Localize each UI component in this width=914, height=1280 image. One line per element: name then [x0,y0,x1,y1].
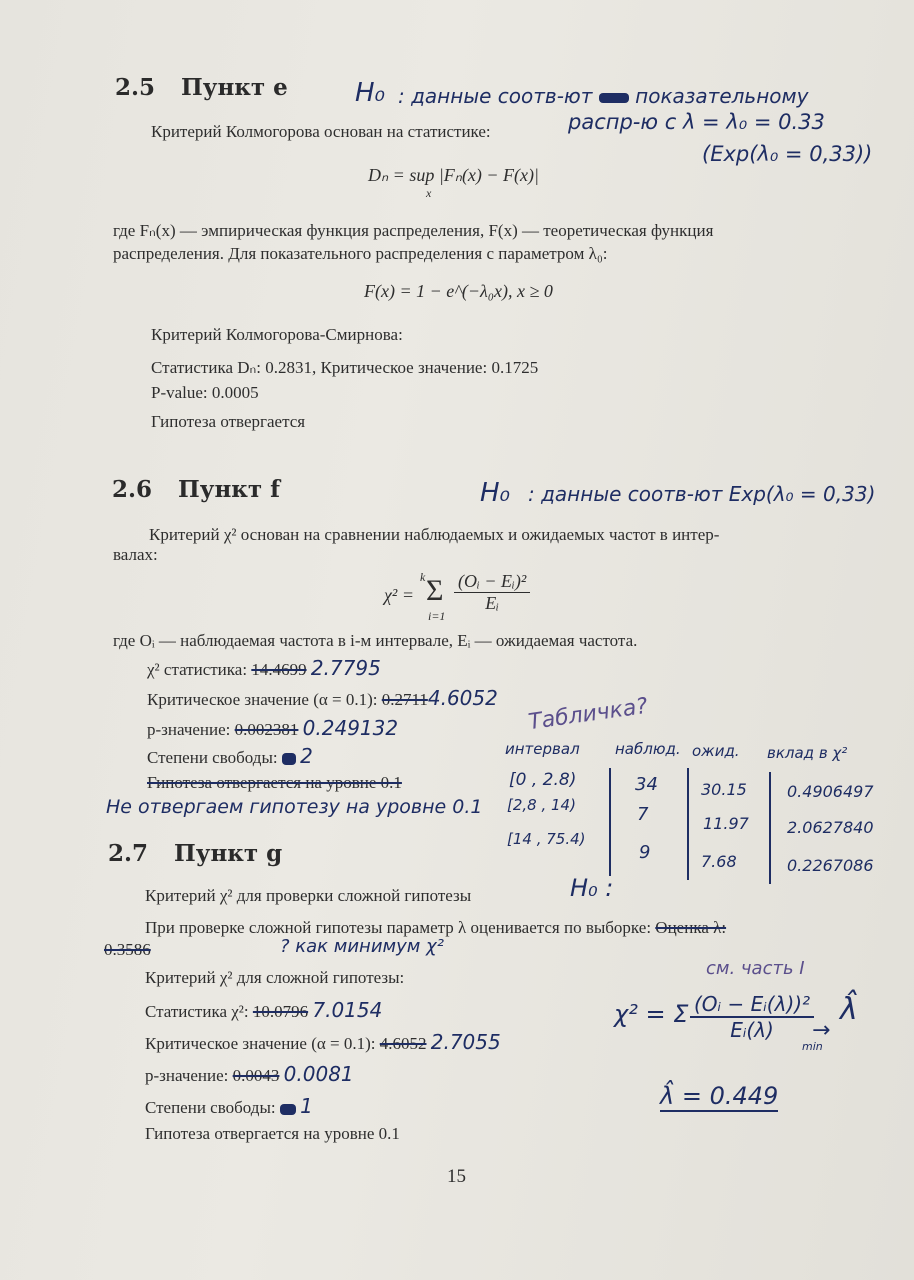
handwritten-text: показательному [635,84,809,108]
scribble-mark [280,1104,296,1115]
fraction [454,571,530,614]
table-header-cell: ожид. [692,742,740,760]
section-heading-2-7 [108,840,282,867]
table-cell: 7.68 [701,852,737,871]
fraction-numerator: (Oᵢ − Eᵢ(λ))² [690,992,814,1018]
section-heading-2-6 [112,476,280,503]
stat-line [145,998,382,1022]
df-label: Степени свободы: [147,748,278,767]
stat-old-value: 10.0796 [252,1002,309,1021]
critical-old-value: 4.6052 [379,1034,427,1053]
handwritten-h0: H₀ [355,78,385,108]
paragraph: где Fₙ(x) — эмпирическая функция распределения, F(x) — теоретическая функция [113,221,714,240]
pvalue-new-value: 0.249132 [302,716,399,740]
handwritten-note: : данные соотв-ют Exp(λ₀ = 0,33) [528,482,876,506]
table-cell: 34 [635,774,658,795]
formula-subscript: x [426,186,432,200]
stat-line [147,656,381,680]
scribble-mark [599,93,629,103]
table-cell: 30.15 [701,780,747,799]
stat-label: Статистика χ²: [145,1002,249,1021]
section-title: Пункт g [174,840,283,867]
result-line: Критерий Колмогорова-Смирнова: [151,325,403,344]
pvalue-label: p-значение: [147,720,231,739]
handwritten-formula-fraction [690,992,814,1042]
handwritten-note-line2: распр-ю с λ = λ₀ = 0.33 [568,110,825,134]
arrow-icon: → [812,1018,831,1043]
table-cell: 11.97 [703,814,749,833]
conclusion-old: Гипотеза отвергается на уровне 0.1 [147,773,402,792]
critical-old-value: 0.2711 [381,690,428,709]
fraction-denominator: Eᵢ(λ) [730,1018,774,1042]
paragraph-text: При проверке сложной гипотезы параметр λ оценивается по выборке: [145,918,652,937]
handwritten-table [505,738,895,888]
handwritten-lambda-hat: λ̂ [840,992,858,1027]
table-cell: 0.4906497 [787,782,874,801]
handwritten-reference: см. часть I [706,958,805,979]
stat-new-value: 2.7795 [310,656,381,680]
paragraph: валах: [113,545,158,564]
conclusion-new: Не отвергаем гипотезу на уровне 0.1 [106,796,483,818]
df-new-value: 2 [300,744,313,768]
result-line: P-value: 0.0005 [151,383,259,402]
table-cell: 2.0627840 [787,818,874,837]
table-cell: [14 , 75.4) [507,830,586,848]
paragraph: Критерий χ² основан на сравнении наблюдаемых и ожидаемых частот в интер- [149,525,720,544]
handwritten-note-line3: (Exp(λ₀ = 0,33)) [702,142,873,166]
formula-sum-bottom: i=1 [428,609,446,623]
pvalue-old-value: 0.002381 [234,720,299,739]
section-title: Пункт f [178,476,281,503]
fraction-denominator: Eᵢ [485,593,500,613]
fraction-numerator: (Oᵢ − Eᵢ)² [454,571,530,593]
handwritten-h0: H₀ [480,478,510,508]
critical-new-value: 2.7055 [430,1030,501,1054]
section-heading-2-5 [115,74,288,101]
result-line: Критерий χ² для сложной гипотезы: [145,968,405,987]
table-title: Табличка? [526,693,650,736]
stat-old-value: 14.4699 [251,660,307,679]
formula-sum-top: k [420,570,426,584]
table-cell: 7 [637,804,649,825]
table-divider [609,768,611,876]
handwritten-h0: H₀ : [570,874,614,902]
formula-sum-sign: Σ [426,574,444,607]
df-label: Степени свободы: [145,1098,276,1117]
table-cell: [0 , 2.8) [509,770,577,790]
table-divider [769,772,771,884]
df-new-value: 1 [300,1094,313,1118]
table-header-cell: вклад в χ² [767,744,848,762]
pvalue-line [147,716,398,740]
struck-text: Оценка λ: [655,918,727,937]
formula-chi2-fraction [454,571,530,614]
table-cell: 9 [639,842,651,863]
formula-chi2-lhs: χ² = [384,585,414,605]
critical-label: Критическое значение (α = 0.1): [145,1034,376,1053]
critical-label: Критическое значение (α = 0.1): [147,690,378,709]
paragraph: распределения. Для показательного распределения с параметром λ₀: [113,244,608,263]
fraction [690,992,814,1042]
page-number: 15 [447,1166,466,1187]
critical-line [145,1030,501,1054]
section-number: 2.5 [115,74,156,101]
paragraph: Критерий χ² для проверки сложной гипотезы [145,886,472,905]
handwritten-text: : данные соотв-ют [398,84,593,108]
handwritten-formula-lhs: χ² = Σ [614,1000,689,1028]
paragraph: где Oᵢ — наблюдаемая частота в i-м интервале, Eᵢ — ожидаемая частота. [113,631,638,650]
section-title: Пункт e [181,74,288,101]
df-line [147,744,313,768]
handwritten-note-line1 [398,84,808,108]
table-cell: [2,8 , 14) [507,796,576,814]
result-line: Гипотеза отвергается [151,412,306,431]
critical-line [147,686,498,710]
critical-new-value: 4.6052 [427,686,498,710]
table-header-cell: интервал [505,740,580,758]
formula-exponential-cdf: F(x) = 1 − e^(−λ₀x), x ≥ 0 [364,281,553,301]
result-line: Статистика Dₙ: 0.2831, Критическое значение: 0.1725 [151,358,539,377]
stat-label: χ² статистика: [147,660,248,679]
section-number: 2.7 [108,840,149,867]
pvalue-line [145,1062,354,1086]
df-line [145,1094,313,1118]
pvalue-label: p-значение: [145,1066,229,1085]
handwritten-note: ? как минимум χ² [280,936,444,957]
paragraph: Критерий Колмогорова основан на статистике: [151,122,491,141]
conclusion: Гипотеза отвергается на уровне 0.1 [145,1124,400,1143]
formula-kolmogorov: Dₙ = sup |Fₙ(x) − F(x)| [368,165,539,185]
pvalue-new-value: 0.0081 [283,1062,354,1086]
table-header-cell: наблюд. [615,740,681,758]
handwritten-lambda-result: λ̂ = 0.449 [660,1082,779,1110]
table-cell: 0.2267086 [787,856,874,875]
table-divider [687,768,689,880]
scribble-mark [282,753,296,765]
section-number: 2.6 [112,476,153,503]
pvalue-old-value: 0.0043 [232,1066,280,1085]
struck-text: 0.3586 [104,940,151,959]
paragraph [145,918,726,938]
handwritten-min: min [802,1040,823,1053]
stat-new-value: 7.0154 [312,998,383,1022]
